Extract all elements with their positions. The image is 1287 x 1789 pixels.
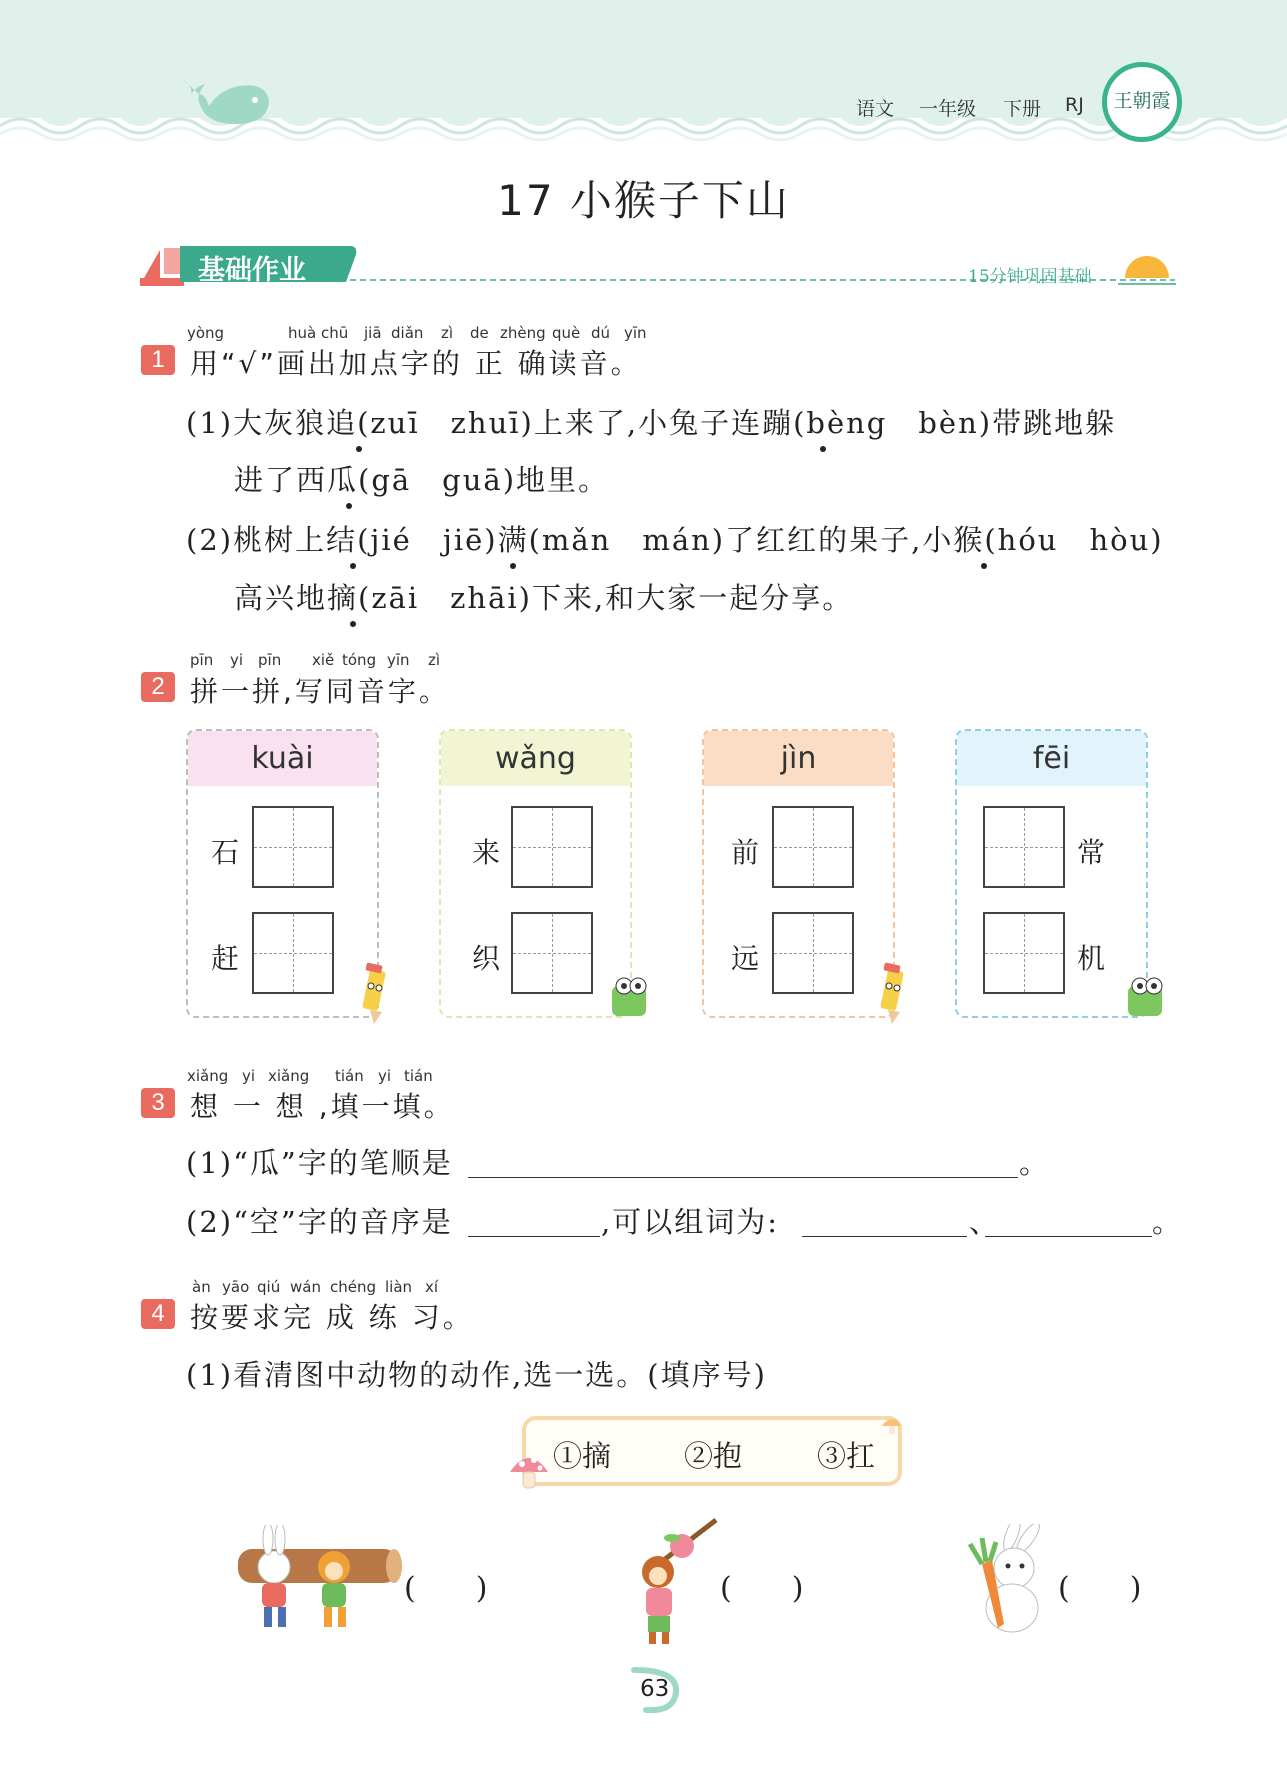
q1-pinyin-7: zhèng — [500, 324, 546, 342]
header-subject: 语文 — [856, 98, 895, 120]
writing-grid[interactable] — [772, 806, 854, 888]
mushroom-icon — [506, 1448, 552, 1492]
card-char: 前 — [731, 836, 760, 869]
answer-paren-3[interactable]: ( ) — [1058, 1571, 1142, 1606]
option-1: ①摘 — [553, 1439, 612, 1473]
q2-pinyin-6: yīn — [387, 651, 410, 669]
rabbit-monkey-carrying-log-illustration — [234, 1525, 402, 1635]
q3-line-2-end: 。 — [1152, 1205, 1184, 1239]
emphasis-dot — [350, 621, 356, 627]
q4-number-badge: 4 — [141, 1299, 175, 1329]
header-edition: RJ — [1065, 94, 1084, 116]
emphasis-dot — [356, 446, 362, 452]
q1-line-2: 进了西瓜(gā guā)地里。 — [234, 463, 610, 497]
option-3: ③扛 — [817, 1439, 876, 1473]
q4-pinyin-7: xí — [425, 1278, 439, 1296]
q2-pinyin-5: tóng — [342, 651, 377, 669]
q1-line-3: (2)桃树上结(jié jiē)满(mǎn mán)了红红的果子,小猴(hóu hòu) — [186, 523, 1164, 557]
eraser-mascot-icon — [1120, 972, 1172, 1024]
emphasis-dot — [346, 503, 352, 509]
q1-pinyin-8: què — [552, 324, 581, 342]
q3-number-badge: 3 — [141, 1088, 175, 1118]
q4-heading: 按要求完 成 练 习。 — [190, 1301, 474, 1334]
emphasis-dot — [510, 563, 516, 569]
answer-blank[interactable] — [802, 1235, 967, 1237]
q3-line-1-prefix: (1)“瓜”字的笔顺是 — [186, 1146, 453, 1180]
q2-number-badge: 2 — [141, 672, 175, 702]
q2-pinyin-2: yi — [230, 651, 244, 669]
q1-pinyin-4: diǎn — [391, 324, 424, 342]
card-char: 来 — [472, 836, 501, 869]
page-title: 17 小猴子下山 — [497, 176, 790, 225]
q1-number-badge: 1 — [141, 345, 175, 375]
emphasis-dot — [350, 563, 356, 569]
writing-grid[interactable] — [983, 912, 1065, 994]
card-pinyin: fēi — [957, 731, 1146, 786]
q1-line-1: (1)大灰狼追(zuī zhuī)上来了,小兔子连蹦(bèng bèn)带跳地躲 — [186, 406, 1117, 440]
q4-pinyin-1: àn — [192, 1278, 211, 1296]
answer-paren-2[interactable]: ( ) — [720, 1571, 804, 1606]
q3-heading: 想 一 想 ,填一填。 — [190, 1090, 455, 1123]
q3-line-2-sep: 、 — [969, 1205, 1001, 1239]
header-grade: 一年级 — [919, 98, 977, 120]
q2-pinyin-4: xiě — [312, 651, 335, 669]
header-volume: 下册 — [1003, 98, 1042, 120]
brand-logo-text: 王朝霞 — [1113, 90, 1171, 112]
card-pinyin: wǎng — [441, 731, 630, 786]
card-char: 常 — [1077, 836, 1106, 869]
section-subtitle: 15分钟巩固基础 — [968, 267, 1092, 287]
q3-pinyin-1: xiǎng — [187, 1067, 229, 1085]
section-label: 基础作业 — [198, 255, 306, 286]
q2-heading: 拼一拼,写同音字。 — [190, 675, 450, 708]
emphasis-dot — [820, 446, 826, 452]
q4-line-1: (1)看清图中动物的动作,选一选。(填序号) — [186, 1358, 767, 1392]
q1-pinyin-9: dú — [591, 324, 611, 342]
brand-logo — [1102, 62, 1182, 142]
writing-grid[interactable] — [252, 806, 334, 888]
q3-line-2-mid: ,可以组词为: — [601, 1205, 779, 1239]
card-char: 赶 — [211, 942, 240, 975]
q1-pinyin-5: zì — [441, 324, 454, 342]
q4-pinyin-5: chéng — [330, 1278, 377, 1296]
q2-pinyin-7: zì — [428, 651, 441, 669]
emphasis-dot — [981, 563, 987, 569]
card-char: 机 — [1077, 942, 1106, 975]
q4-pinyin-2: yāo — [222, 1278, 250, 1296]
q1-line-4: 高兴地摘(zāi zhāi)下来,和大家一起分享。 — [234, 581, 854, 615]
q4-pinyin-3: qiú — [257, 1278, 281, 1296]
q4-pinyin-4: wán — [290, 1278, 321, 1296]
q3-line-1-end: 。 — [1019, 1146, 1051, 1180]
q1-pinyin-10: yīn — [624, 324, 647, 342]
pencil-mascot-icon — [354, 962, 394, 1026]
answer-blank[interactable] — [468, 1176, 1018, 1178]
page-number: 63 — [640, 1676, 670, 1702]
card-char: 石 — [211, 836, 240, 869]
whale-icon — [175, 72, 275, 132]
answer-blank[interactable] — [985, 1235, 1152, 1237]
card-char: 远 — [731, 942, 760, 975]
q2-pinyin-3: pīn — [258, 651, 282, 669]
writing-grid[interactable] — [983, 806, 1065, 888]
writing-grid[interactable] — [772, 912, 854, 994]
q4-pinyin-6: liàn — [385, 1278, 413, 1296]
q1-pinyin-6: de — [470, 324, 489, 342]
answer-paren-1[interactable]: ( ) — [404, 1571, 488, 1606]
q1-pinyin-2: huà chū — [288, 324, 349, 342]
card-pinyin: jìn — [704, 731, 893, 786]
writing-grid[interactable] — [511, 806, 593, 888]
eraser-mascot-icon — [604, 972, 656, 1024]
q1-heading: 用“√”画出加点字的 正 确读音。 — [190, 347, 642, 380]
card-pinyin: kuài — [188, 731, 377, 786]
monkey-holding-peach-illustration — [636, 1516, 722, 1648]
answer-blank[interactable] — [468, 1235, 600, 1237]
q3-pinyin-6: tián — [404, 1067, 433, 1085]
card-char: 织 — [472, 942, 501, 975]
q2-pinyin-1: pīn — [190, 651, 214, 669]
q3-pinyin-5: yi — [378, 1067, 392, 1085]
pencil-mascot-icon — [872, 962, 912, 1026]
q1-pinyin-1: yòng — [187, 324, 225, 342]
small-mushroom-icon — [880, 1414, 904, 1436]
q3-pinyin-3: xiǎng — [268, 1067, 310, 1085]
q3-pinyin-4: tián — [335, 1067, 364, 1085]
rabbit-hugging-carrot-illustration — [952, 1524, 1052, 1640]
q1-pinyin-3: jiā — [364, 324, 382, 342]
writing-grid[interactable] — [252, 912, 334, 994]
q3-pinyin-2: yi — [242, 1067, 256, 1085]
q3-line-2-prefix: (2)“空”字的音序是 — [186, 1205, 453, 1239]
option-2: ②抱 — [684, 1439, 743, 1473]
writing-grid[interactable] — [511, 912, 593, 994]
